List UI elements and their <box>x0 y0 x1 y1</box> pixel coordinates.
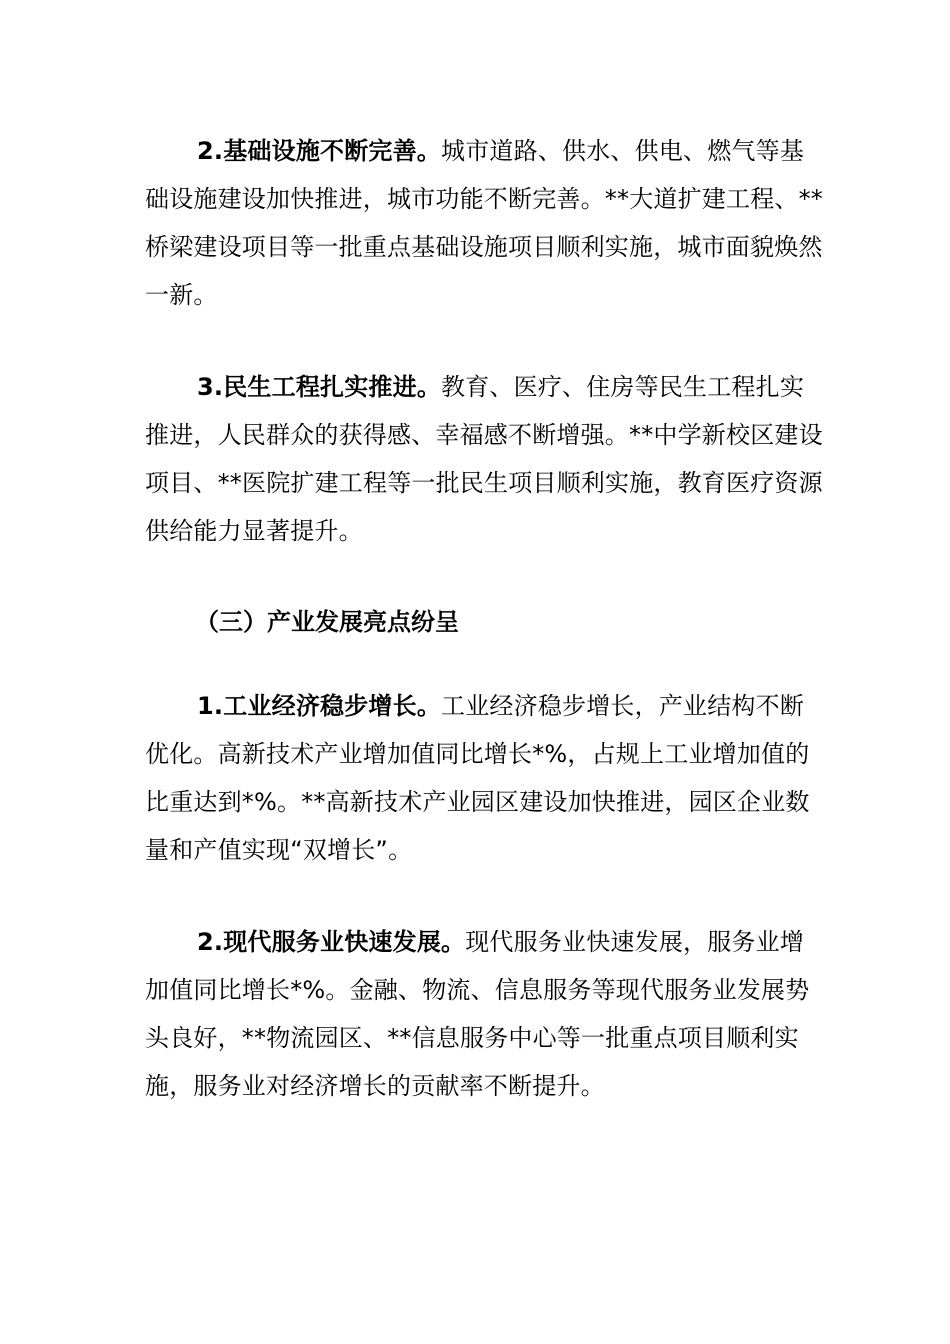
paragraph-livelihood <box>145 363 825 555</box>
paragraph-lead: 2.基础设施不断完善。 <box>197 137 442 165</box>
section-heading: （三）产业发展亮点纷呈 <box>195 608 459 636</box>
paragraph-industry <box>145 682 825 874</box>
paragraph-body: 工业经济稳步增长，产业结构不断优化。高新技术产业增加值同比增长*%，占规上工业增加值的比重达到*%。**高新技术产业园区建设加快推进，园区企业数量和产值实现“双增长”。 <box>145 692 810 864</box>
paragraph-body: 教育、医疗、住房等民生工程扎实推进，人民群众的获得感、幸福感不断增强。**中学新校区建设项目、**医院扩建工程等一批民生项目顺利实施，教育医疗资源供给能力显著提升。 <box>145 373 823 545</box>
paragraph-body: 现代服务业快速发展，服务业增加值同比增长*%。金融、物流、信息服务等现代服务业发展势头良好，**物流园区、**信息服务中心等一批重点项目顺利实施，服务业对经济增长的贡献率不断提升。 <box>145 928 810 1100</box>
paragraph-services <box>145 918 825 1110</box>
paragraph-body: 城市道路、供水、供电、燃气等基础设施建设加快推进，城市功能不断完善。**大道扩建工程、**桥梁建设项目等一批重点基础设施项目顺利实施，城市面貌焕然一新。 <box>145 137 823 309</box>
paragraph-lead: 3.民生工程扎实推进。 <box>197 373 442 401</box>
paragraph-infrastructure <box>145 127 825 319</box>
paragraph-lead: 2.现代服务业快速发展。 <box>197 928 466 956</box>
paragraph-lead: 1.工业经济稳步增长。 <box>197 692 442 720</box>
